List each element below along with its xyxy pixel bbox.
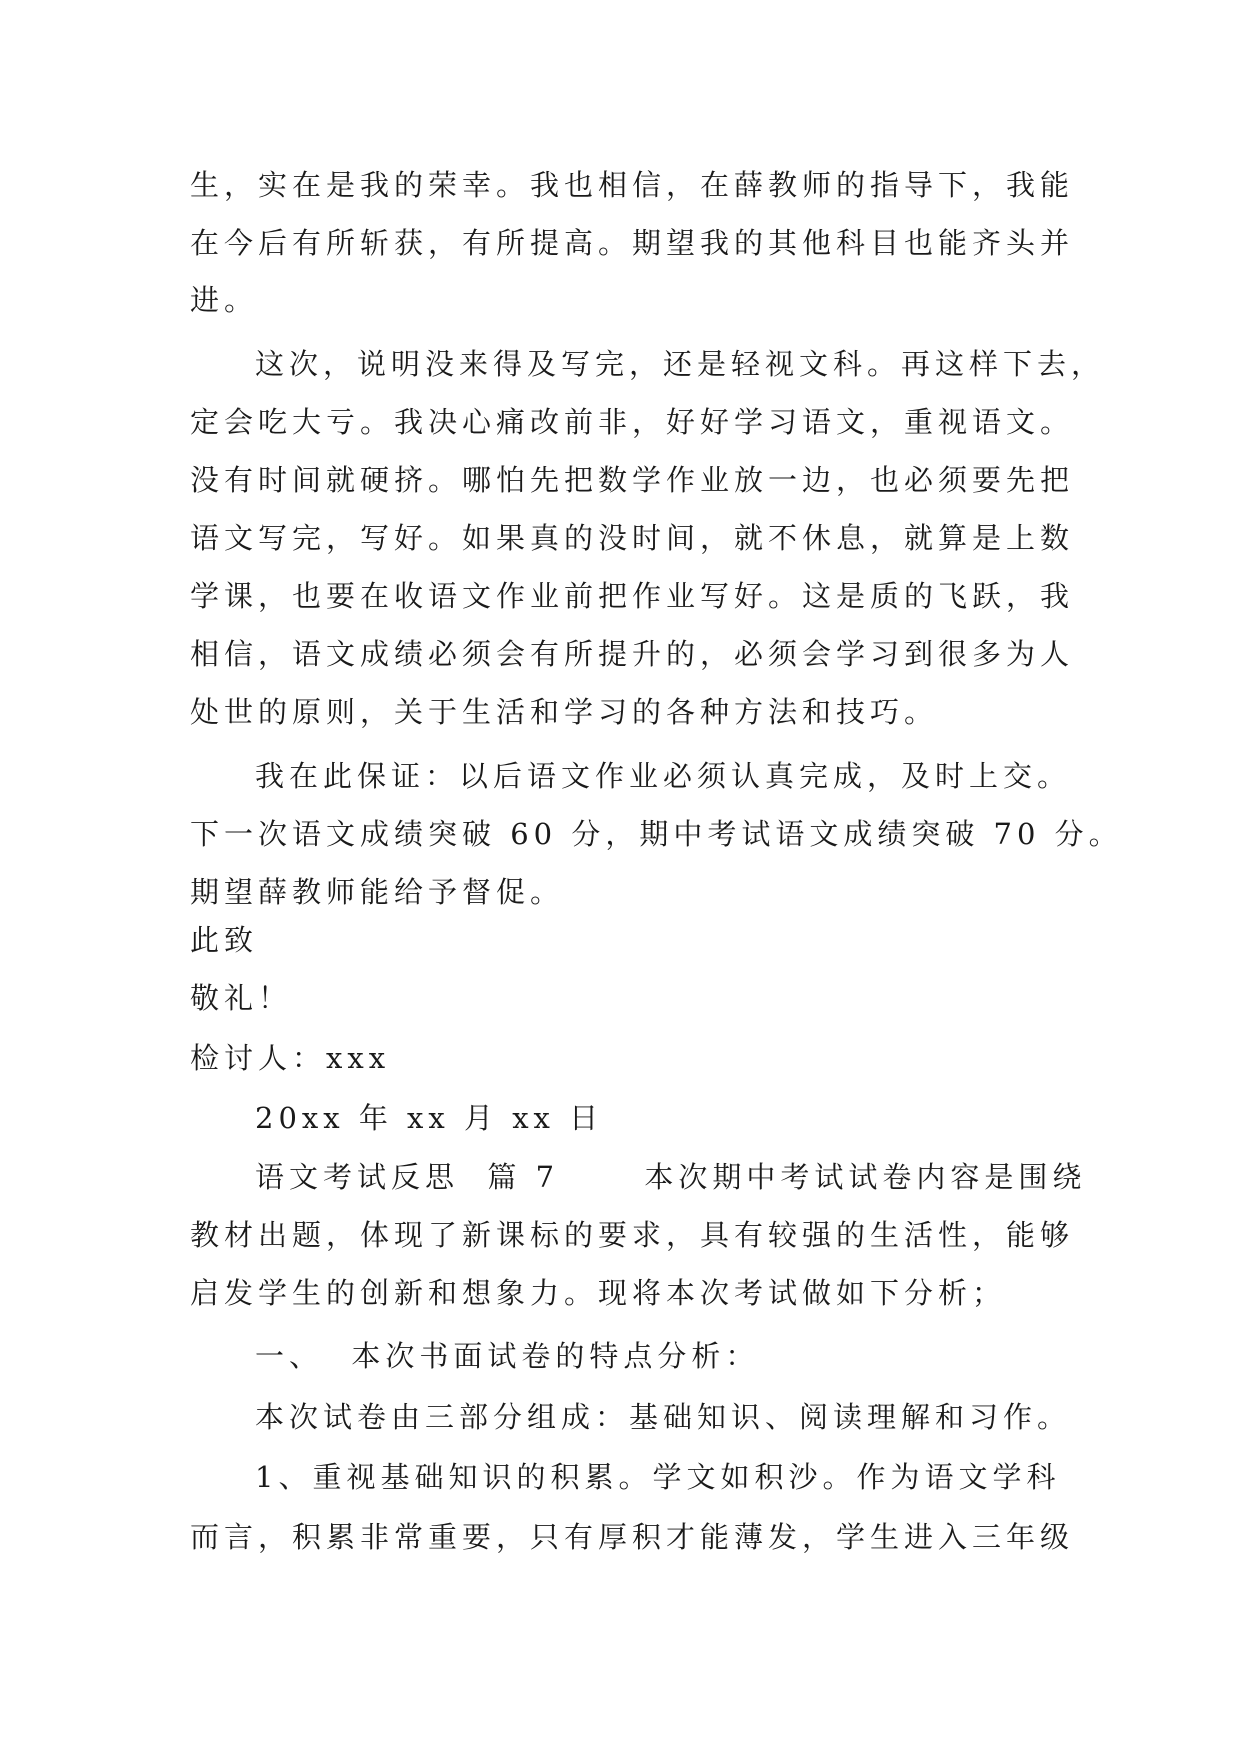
text-line: 相信，语文成绩必须会有所提升的，必须会学习到很多为人 <box>190 637 1075 671</box>
text-line: 生，实在是我的荣幸。我也相信，在薛教师的指导下，我能 <box>190 168 1075 202</box>
date-line: 20xx 年 xx 月 xx 日 <box>255 1101 604 1135</box>
text-line: 下一次语文成绩突破 60 分，期中考试语文成绩突破 70 分。 <box>190 817 1123 851</box>
text-line: 启发学生的创新和想象力。现将本次考试做如下分析； <box>190 1276 1007 1310</box>
paragraph-start: 这次，说明没来得及写完，还是轻视文科。再这样下去， <box>255 347 1106 381</box>
text-line: 进。 <box>190 283 259 317</box>
subheading: 一、 本次书面试卷的特点分析： <box>255 1339 760 1373</box>
text-line: 教材出题，体现了新课标的要求，具有较强的生活性，能够 <box>190 1218 1075 1252</box>
section-heading-line: 语文考试反思 篇 7 本次期中考试试卷内容是围绕 <box>255 1160 1087 1194</box>
signature: 检讨人：xxx <box>190 1041 391 1075</box>
text-line: 定会吃大亏。我决心痛改前非，好好学习语文，重视语文。 <box>190 405 1075 439</box>
text-line: 处世的原则，关于生活和学习的各种方法和技巧。 <box>190 695 939 729</box>
paragraph-start: 我在此保证：以后语文作业必须认真完成，及时上交。 <box>255 759 1072 793</box>
text-line: 而言，积累非常重要，只有厚积才能薄发，学生进入三年级 <box>190 1520 1075 1554</box>
text-line: 语文写完，写好。如果真的没时间，就不休息，就算是上数 <box>190 521 1075 555</box>
text-line: 学课，也要在收语文作业前把作业写好。这是质的飞跃，我 <box>190 579 1075 613</box>
text-line: 在今后有所斩获，有所提高。期望我的其他科目也能齐头并 <box>190 226 1075 260</box>
paragraph-start: 本次试卷由三部分组成：基础知识、阅读理解和习作。 <box>255 1400 1072 1434</box>
text-line: 期望薛教师能给予督促。 <box>190 875 565 909</box>
paragraph-start: 1、重视基础知识的积累。学文如积沙。作为语文学科 <box>255 1460 1061 1494</box>
salutation: 此致 <box>190 923 259 957</box>
closing: 敬礼！ <box>190 981 293 1015</box>
text-line: 没有时间就硬挤。哪怕先把数学作业放一边，也必须要先把 <box>190 463 1075 497</box>
